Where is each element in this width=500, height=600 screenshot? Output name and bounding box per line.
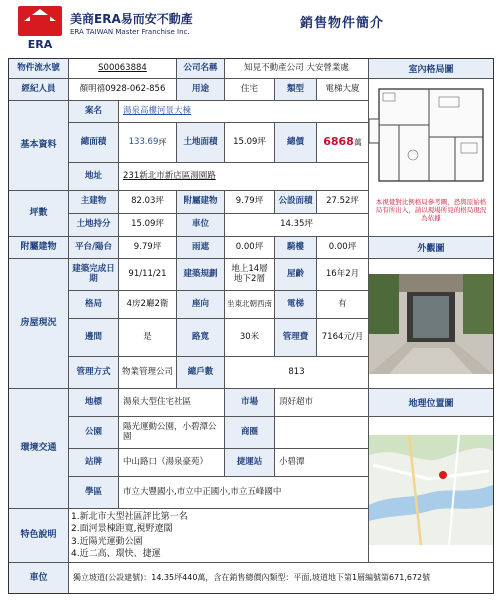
case-name-value: 湯泉高樓河景大棟 bbox=[119, 101, 369, 123]
company-label: 公司名稱 bbox=[177, 59, 225, 79]
rain-shelter-value: 0.00坪 bbox=[225, 237, 275, 259]
public-facility-label: 公設面積 bbox=[275, 191, 317, 214]
annex-building-label: 附屬建物 bbox=[177, 191, 225, 214]
households-label: 總戶數 bbox=[177, 357, 225, 389]
eaves-label: 騎樓 bbox=[275, 237, 317, 259]
feature-item: 3.近陽光運動公園 bbox=[71, 536, 143, 547]
parking-label: 車位 bbox=[177, 214, 225, 237]
feature-item: 2.面河景棟距寬,視野遼闊 bbox=[71, 524, 173, 535]
address-label: 地址 bbox=[69, 163, 119, 191]
use-label: 用途 bbox=[177, 79, 225, 101]
mgmt-style-label: 管理方式 bbox=[69, 357, 119, 389]
exterior-heading: 外觀圖 bbox=[369, 237, 493, 259]
park-label: 公園 bbox=[69, 417, 119, 449]
window-label: 邊間 bbox=[69, 319, 119, 357]
address-value: 231新北市新店區湯園路 bbox=[119, 163, 369, 191]
layout-value: 4房2廳2衛 bbox=[119, 291, 177, 319]
age-value: 16年2月 bbox=[317, 259, 369, 291]
case-name-label: 案名 bbox=[69, 101, 119, 123]
attached-section-label: 附屬建物 bbox=[9, 237, 69, 259]
mgmt-fee-label: 管理費 bbox=[275, 319, 317, 357]
era-logo bbox=[18, 6, 62, 36]
main-building-value: 82.03坪 bbox=[119, 191, 177, 214]
header bbox=[0, 0, 500, 56]
use-value: 住宅 bbox=[225, 79, 275, 101]
floorplan-note: 本視覺對比例格局參考圖，恐與原始格局有所出入，請以現場所見的格局現況為依據 bbox=[375, 198, 487, 222]
land-area-value: 15.09坪 bbox=[225, 123, 275, 163]
rain-shelter-label: 雨遮 bbox=[177, 237, 225, 259]
station-value: 中山路口（湯泉豪苑） bbox=[119, 449, 225, 477]
school-label: 學區 bbox=[69, 477, 119, 509]
mgmt-fee-value: 7164元/月 bbox=[317, 319, 369, 357]
mgmt-style-value: 物業管理公司 bbox=[119, 357, 177, 389]
facing-value: 坐東北朝西南 bbox=[225, 291, 275, 319]
station-label: 站牌 bbox=[69, 449, 119, 477]
park-value: 陽光運動公園，小碧潭公園 bbox=[119, 417, 225, 449]
brand-name-en: ERA TAIWAN Master Franchise Inc. bbox=[70, 28, 190, 36]
total-area-value: 133.69 坪 bbox=[119, 123, 177, 163]
land-share-label: 土地持分 bbox=[69, 214, 119, 237]
completed-label: 建築完成日期 bbox=[69, 259, 119, 291]
floorplan-image bbox=[369, 79, 493, 209]
basic-section-label: 基本資料 bbox=[9, 101, 69, 191]
logo-text: ERA bbox=[27, 38, 53, 51]
floors-value: 地上14層 地下2層 bbox=[225, 259, 275, 291]
location-map[interactable] bbox=[369, 435, 493, 545]
landmark-label: 地標 bbox=[69, 389, 119, 417]
serial-value: S00063884 bbox=[69, 59, 177, 79]
age-label: 屋齡 bbox=[275, 259, 317, 291]
mrt-value: 小碧潭 bbox=[275, 449, 369, 477]
total-price-value: 6868 萬 bbox=[317, 123, 369, 163]
road-width-label: 路寬 bbox=[177, 319, 225, 357]
mrt-label: 捷運站 bbox=[225, 449, 275, 477]
location-pin-icon bbox=[439, 471, 447, 479]
school-value: 市立大豐國小,市立中正國小,市立五峰國中 bbox=[119, 477, 369, 509]
type-label: 類型 bbox=[275, 79, 317, 101]
type-value: 電梯大廈 bbox=[317, 79, 369, 101]
status-section-label: 房屋現況 bbox=[9, 259, 69, 389]
floors-label: 建築規劃 bbox=[177, 259, 225, 291]
floorplan-panel bbox=[369, 79, 493, 237]
market-label: 市場 bbox=[225, 389, 275, 417]
eaves-value: 0.00坪 bbox=[317, 237, 369, 259]
feature-item: 4.近二高、環快、捷運 bbox=[71, 548, 161, 559]
page-title: 銷售物件簡介 bbox=[300, 16, 385, 31]
elevator-label: 電梯 bbox=[275, 291, 317, 319]
features-section-label: 特色說明 bbox=[9, 509, 69, 563]
land-area-label: 土地面積 bbox=[177, 123, 225, 163]
parking-section-label: 車位 bbox=[9, 563, 69, 593]
map-heading: 地理位置圖 bbox=[369, 389, 493, 417]
main-building-label: 主建物 bbox=[69, 191, 119, 214]
road-width-value: 30米 bbox=[225, 319, 275, 357]
feature-item: 1.新北市大型社區評比第一名 bbox=[71, 512, 188, 523]
floorplan-heading: 室內格局圖 bbox=[369, 59, 493, 79]
mall-value bbox=[275, 417, 369, 449]
balcony-label: 平台/陽台 bbox=[69, 237, 119, 259]
completed-value: 91/11/21 bbox=[119, 259, 177, 291]
land-share-value: 15.09坪 bbox=[119, 214, 177, 237]
households-value: 813 bbox=[225, 357, 369, 389]
annex-building-value: 9.79坪 bbox=[225, 191, 275, 214]
layout-label: 格局 bbox=[69, 291, 119, 319]
elevator-value: 有 bbox=[317, 291, 369, 319]
public-facility-value: 27.52坪 bbox=[317, 191, 369, 214]
map-panel bbox=[369, 417, 493, 563]
parking-detail-value: 獨立坡道(公設建號)：14.35坪440萬，含在銷售總價內類型：平面,坡道地下第1層編號第671,672號 bbox=[73, 573, 431, 583]
company-value: 知見不動產公司 大安營業處 bbox=[225, 59, 369, 79]
exterior-photo bbox=[369, 274, 493, 374]
exterior-panel bbox=[369, 259, 493, 389]
total-price-label: 總價 bbox=[275, 123, 317, 163]
agent-value: 顏明禧0928-062-856 bbox=[69, 79, 177, 101]
window-value: 是 bbox=[119, 319, 177, 357]
agent-label: 經紀人員 bbox=[9, 79, 69, 101]
landmark-value: 湯泉大型住宅社區 bbox=[119, 389, 225, 417]
listing-sheet bbox=[8, 58, 494, 594]
pings-section-label: 坪數 bbox=[9, 191, 69, 237]
total-area-label: 總面積 bbox=[69, 123, 119, 163]
features-list bbox=[69, 509, 369, 563]
serial-label: 物件流水號 bbox=[9, 59, 69, 79]
balcony-value: 9.79坪 bbox=[119, 237, 177, 259]
mall-label: 商圈 bbox=[225, 417, 275, 449]
parking-value: 14.35坪 bbox=[225, 214, 369, 237]
env-section-label: 環境交通 bbox=[9, 389, 69, 509]
brand-name-zh: 美商ERA易而安不動產 bbox=[70, 12, 193, 26]
market-value: 頂好超市 bbox=[275, 389, 369, 417]
facing-label: 座向 bbox=[177, 291, 225, 319]
